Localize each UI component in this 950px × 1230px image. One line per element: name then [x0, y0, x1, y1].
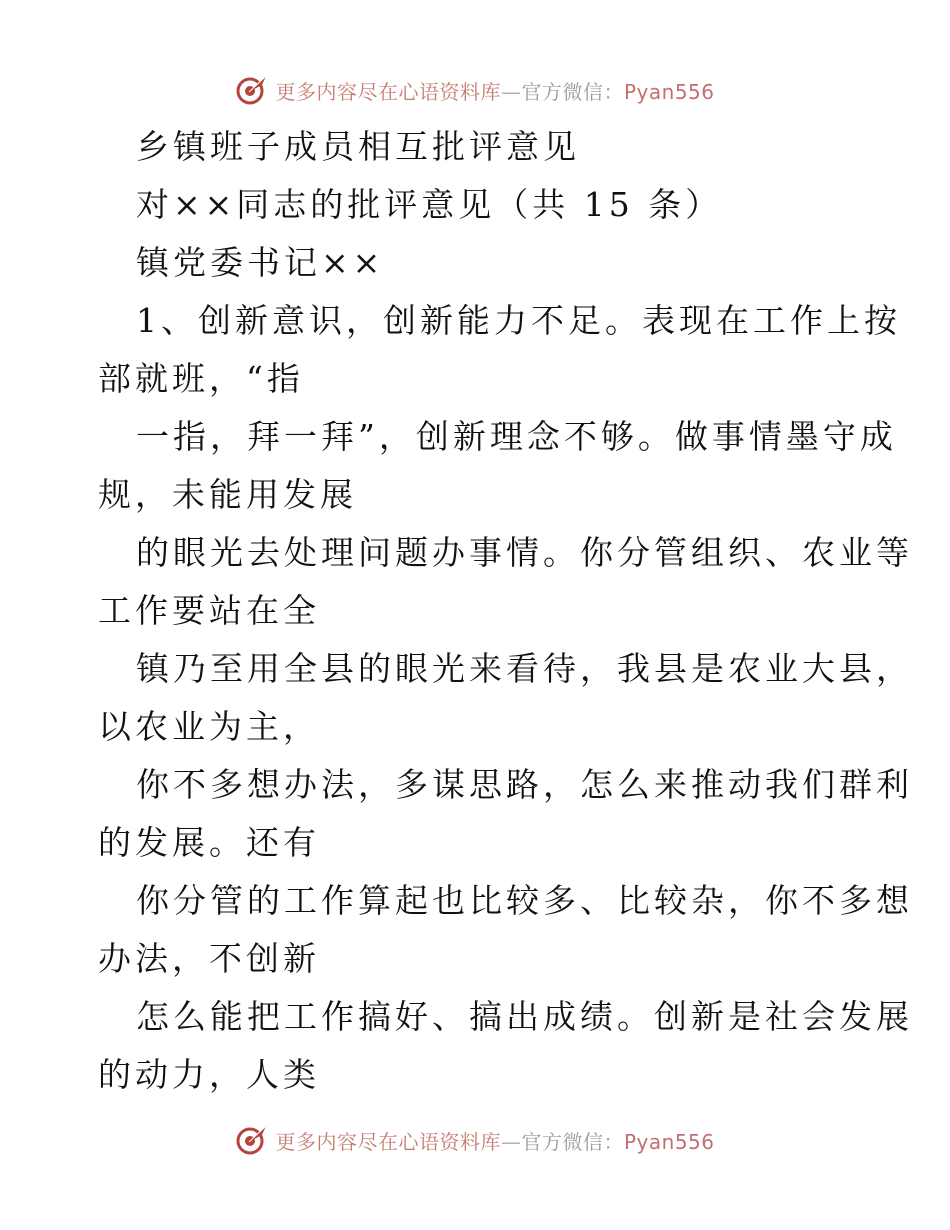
paragraph-line: 以农业为主，: [98, 707, 320, 746]
paragraph-line: 镇乃至用全县的眼光来看待，我县是农业大县，: [136, 649, 913, 688]
watermark-text: [275, 1126, 714, 1155]
watermark-text-part-b: 官方微信：: [521, 1129, 624, 1154]
paragraph-line: 工作要站在全: [98, 591, 320, 630]
paragraph-line: 1、创新意识，创新能力不足。表现在工作上按: [136, 301, 901, 340]
paragraph-line: 规，未能用发展: [98, 475, 357, 514]
watermark-text: [275, 76, 714, 105]
header-watermark-banner: [0, 70, 950, 110]
watermark-dash: —: [500, 79, 522, 104]
watermark-account: Pyan556: [623, 1129, 715, 1154]
watermark-dash: —: [500, 1129, 522, 1154]
doc-author: 镇党委书记××: [136, 243, 385, 282]
paragraph-line: 你分管的工作算起也比较多、比较杂，你不多想: [136, 881, 913, 920]
watermark-text-part-a: 更多内容尽在心语资料库: [275, 1129, 501, 1154]
paragraph-line: 的眼光去处理问题办事情。你分管组织、农业等: [136, 533, 913, 572]
doc-subtitle: 对××同志的批评意见（共 15 条）: [136, 185, 723, 224]
paragraph-line: 部就班，“指: [98, 359, 304, 398]
watermark-text-part-a: 更多内容尽在心语资料库: [275, 79, 501, 104]
paragraph-line: 你不多想办法，多谋思路，怎么来推动我们群利: [136, 765, 913, 804]
paragraph-line: 一指，拜一拜”，创新理念不够。做事情墨守成: [136, 417, 897, 456]
paragraph-line: 怎么能把工作搞好、搞出成绩。创新是社会发展: [136, 997, 913, 1036]
paragraph-line: 的发展。还有: [98, 823, 320, 862]
document-body: [98, 118, 913, 1104]
paragraph-line: 办法，不创新: [98, 939, 320, 978]
doc-title: 乡镇班子成员相互批评意见: [136, 127, 580, 166]
paragraph-line: 的动力，人类: [98, 1055, 320, 1094]
quill-logo-icon: [235, 73, 269, 107]
watermark-account: Pyan556: [623, 79, 715, 104]
quill-logo-icon: [235, 1123, 269, 1157]
watermark-text-part-b: 官方微信：: [521, 79, 624, 104]
footer-watermark-banner: [0, 1120, 950, 1160]
